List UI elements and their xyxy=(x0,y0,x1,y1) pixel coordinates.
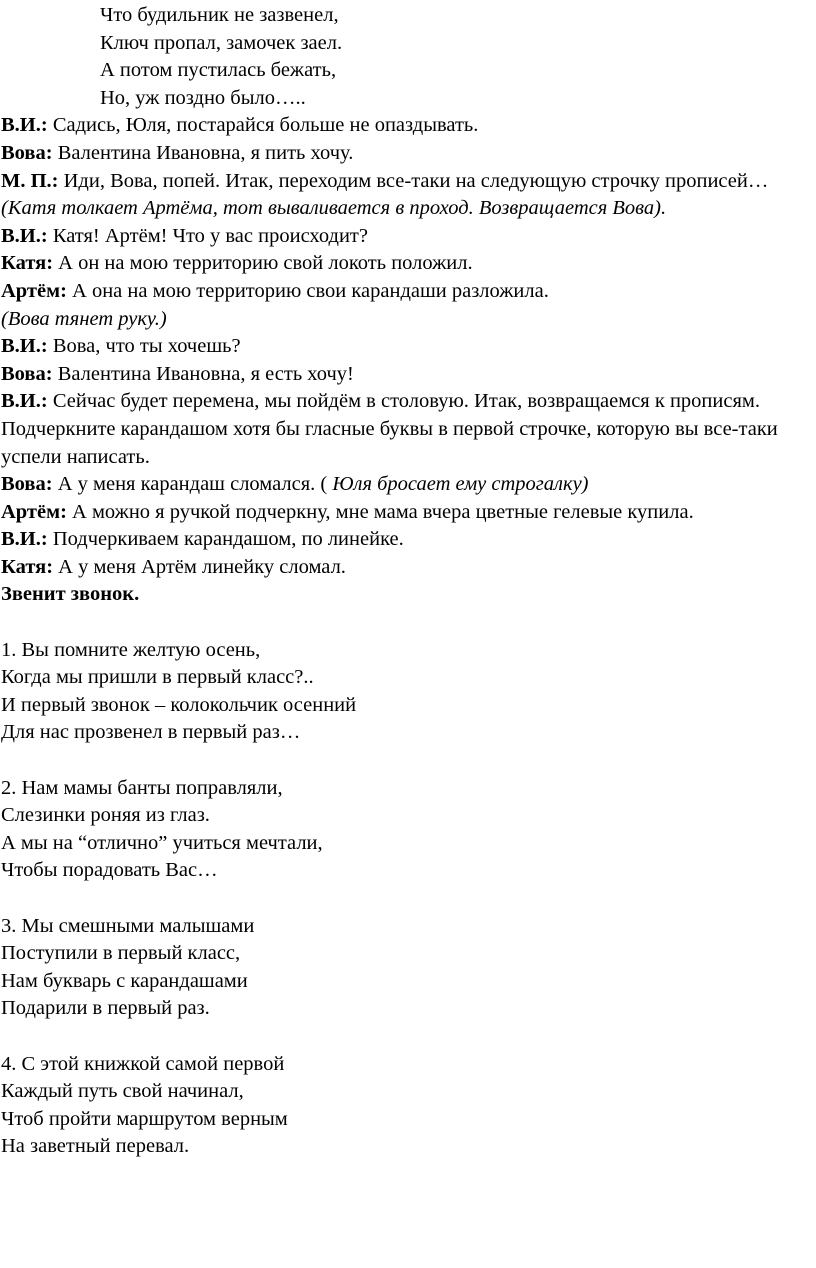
dialogue-line xyxy=(1,250,800,278)
dialogue-line xyxy=(1,361,800,389)
stanza xyxy=(1,637,800,747)
stage-remark-inline: Юля бросает ему строгалку) xyxy=(332,473,589,496)
speaker-name: В.И.: xyxy=(1,390,48,413)
speech-text: А у меня карандаш сломался. ( xyxy=(52,473,333,496)
speech-text: А он на мою территорию свой локоть положил. xyxy=(53,252,473,275)
speech-text: Валентина Ивановна, я есть хочу! xyxy=(52,362,354,385)
stanza-line: Каждый путь свой начинал, xyxy=(1,1080,244,1103)
speech-text: Вова, что ты хочешь? xyxy=(47,335,241,358)
speaker-name: В.И.: xyxy=(1,335,48,358)
speech-text: Иди, Вова, попей. Итак, переходим все-таки на следующую строчку прописей… xyxy=(58,169,769,192)
dialogue-line xyxy=(1,388,800,471)
poem-line: Ключ пропал, замочек заел. xyxy=(100,31,343,54)
speaker-name: Катя: xyxy=(1,555,54,578)
dialogue-line xyxy=(1,499,800,527)
stanza-line: Подарили в первый раз. xyxy=(1,997,210,1020)
speech-text: Садись, Юля, постарайся больше не опаздывать. xyxy=(47,114,479,137)
dialogue-line xyxy=(1,526,800,554)
speech-text: Катя! Артём! Что у вас происходит? xyxy=(47,224,368,247)
intro-poem xyxy=(1,2,800,112)
poem-line: А потом пустилась бежать, xyxy=(100,59,337,82)
bell-heading: Звенит звонок. xyxy=(1,583,140,606)
spacer xyxy=(1,747,800,775)
stanza-line: 2. Нам мамы банты поправляли, xyxy=(1,776,283,799)
speaker-name: Вова: xyxy=(1,362,53,385)
dialogue-line xyxy=(1,223,800,251)
speaker-name: Катя: xyxy=(1,252,54,275)
stanza-line: И первый звонок – колокольчик осенний xyxy=(1,693,357,716)
stanza-line: На заветный перевал. xyxy=(1,1135,190,1158)
speaker-name: Вова: xyxy=(1,473,53,496)
dialogue-line xyxy=(1,333,800,361)
speech-text: Валентина Ивановна, я пить хочу. xyxy=(52,141,354,164)
dialogue-line xyxy=(1,140,800,168)
dialogue xyxy=(1,112,800,581)
speaker-name: В.И.: xyxy=(1,224,48,247)
dialogue-line xyxy=(1,554,800,582)
stage-remark: (Вова тянет руку.) xyxy=(1,307,167,330)
dialogue-line xyxy=(1,278,800,306)
poem-line: Но, уж поздно было….. xyxy=(100,86,306,109)
document-page xyxy=(0,2,816,1268)
speaker-name: Артём: xyxy=(1,279,67,302)
stanza-line: 4. С этой книжкой самой первой xyxy=(1,1052,285,1075)
stanza-line: Для нас прозвенел в первый раз… xyxy=(1,721,301,744)
stanza-line: А мы на “отлично” учиться мечтали, xyxy=(1,831,323,854)
stanza-line: Нам букварь с карандашами xyxy=(1,969,248,992)
stanza-line: Слезинки роняя из глаз. xyxy=(1,804,210,827)
stanza-line: 3. Мы смешными малышами xyxy=(1,914,255,937)
stage-remark: (Катя толкает Артёма, тот вываливается в проход. Возвращается Вова). xyxy=(1,197,667,220)
dialogue-line xyxy=(1,112,800,140)
speech-text: А можно я ручкой подчеркну, мне мама вчера цветные гелевые купила. xyxy=(66,500,694,523)
speaker-name: В.И.: xyxy=(1,528,48,551)
speaker-name: М. П.: xyxy=(1,169,59,192)
speech-text: Сейчас будет перемена, мы пойдём в столовую. Итак, возвращаемся к прописям. Подчеркните карандашом хотя бы гласные буквы в первой строчке, которую вы все-таки успели написать. xyxy=(1,390,778,468)
stanza xyxy=(1,775,800,885)
stanza-line: Когда мы пришли в первый класс?.. xyxy=(1,666,314,689)
stanza-line: 1. Вы помните желтую осень, xyxy=(1,638,261,661)
stanza xyxy=(1,1051,800,1161)
speaker-name: Артём: xyxy=(1,500,67,523)
speech-text: Подчеркиваем карандашом, по линейке. xyxy=(47,528,404,551)
spacer xyxy=(1,885,800,913)
dialogue-line xyxy=(1,471,800,499)
dialogue-line xyxy=(1,168,800,196)
speaker-name: В.И.: xyxy=(1,114,48,137)
poem-line: Что будильник не зазвенел, xyxy=(100,4,339,26)
stanza-line: Чтоб пройти маршрутом верным xyxy=(1,1107,288,1130)
spacer xyxy=(1,609,800,637)
speech-text: А у меня Артём линейку сломал. xyxy=(53,555,346,578)
stanza-line: Поступили в первый класс, xyxy=(1,942,241,965)
stanza-line: Чтобы порадовать Вас… xyxy=(1,859,218,882)
spacer xyxy=(1,1023,800,1051)
stanza xyxy=(1,913,800,1023)
speech-text: А она на мою территорию свои карандаши разложила. xyxy=(66,279,549,302)
speaker-name: Вова: xyxy=(1,141,53,164)
